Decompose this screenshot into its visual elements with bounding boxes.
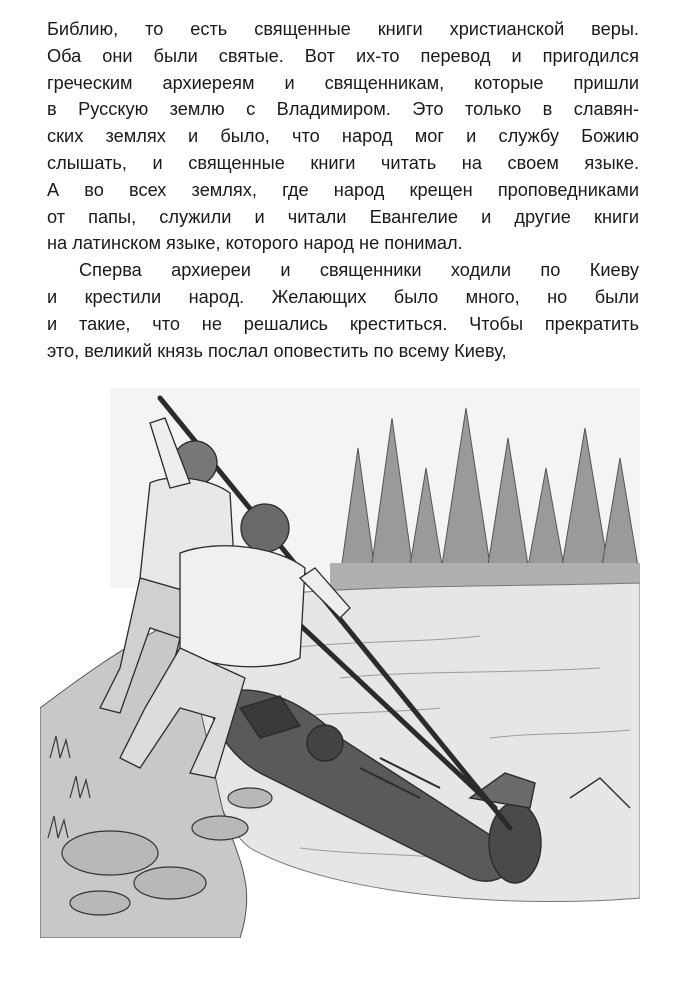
text-line: и такие, что не решались креститься. Чтобы прекратить — [47, 313, 639, 334]
text-line: на латинском языке, которого народ не понимал. — [47, 233, 463, 254]
illustration — [40, 378, 640, 938]
text-line: в Русскую землю с Владимиром. Это только в славян- — [47, 99, 639, 120]
text-line: это, великий князь послал оповестить по всему Киеву, — [47, 340, 507, 361]
text-line: Сперва архиереи и священники ходили по Киеву — [79, 260, 639, 281]
text-line: Оба они были святые. Вот их-то перевод и пригодился — [47, 45, 639, 66]
paragraph-2 — [47, 257, 639, 364]
text-line: слышать, и священные книги читать на своем языке. — [47, 152, 639, 173]
text-line: и крестили народ. Желающих было много, но были — [47, 286, 639, 307]
paragraph-1 — [47, 16, 639, 257]
text-line: Библию, то есть священные книги христианской веры. — [47, 19, 639, 39]
text-line: А во всех землях, где народ крещен проповедниками — [47, 179, 639, 200]
page-text — [47, 16, 639, 364]
text-line: ских землях и было, что народ мог и службу Божию — [47, 126, 639, 147]
text-line: от папы, служили и читали Евангелие и другие книги — [47, 206, 639, 227]
text-line: греческим архиереям и священникам, которые пришли — [47, 72, 639, 93]
